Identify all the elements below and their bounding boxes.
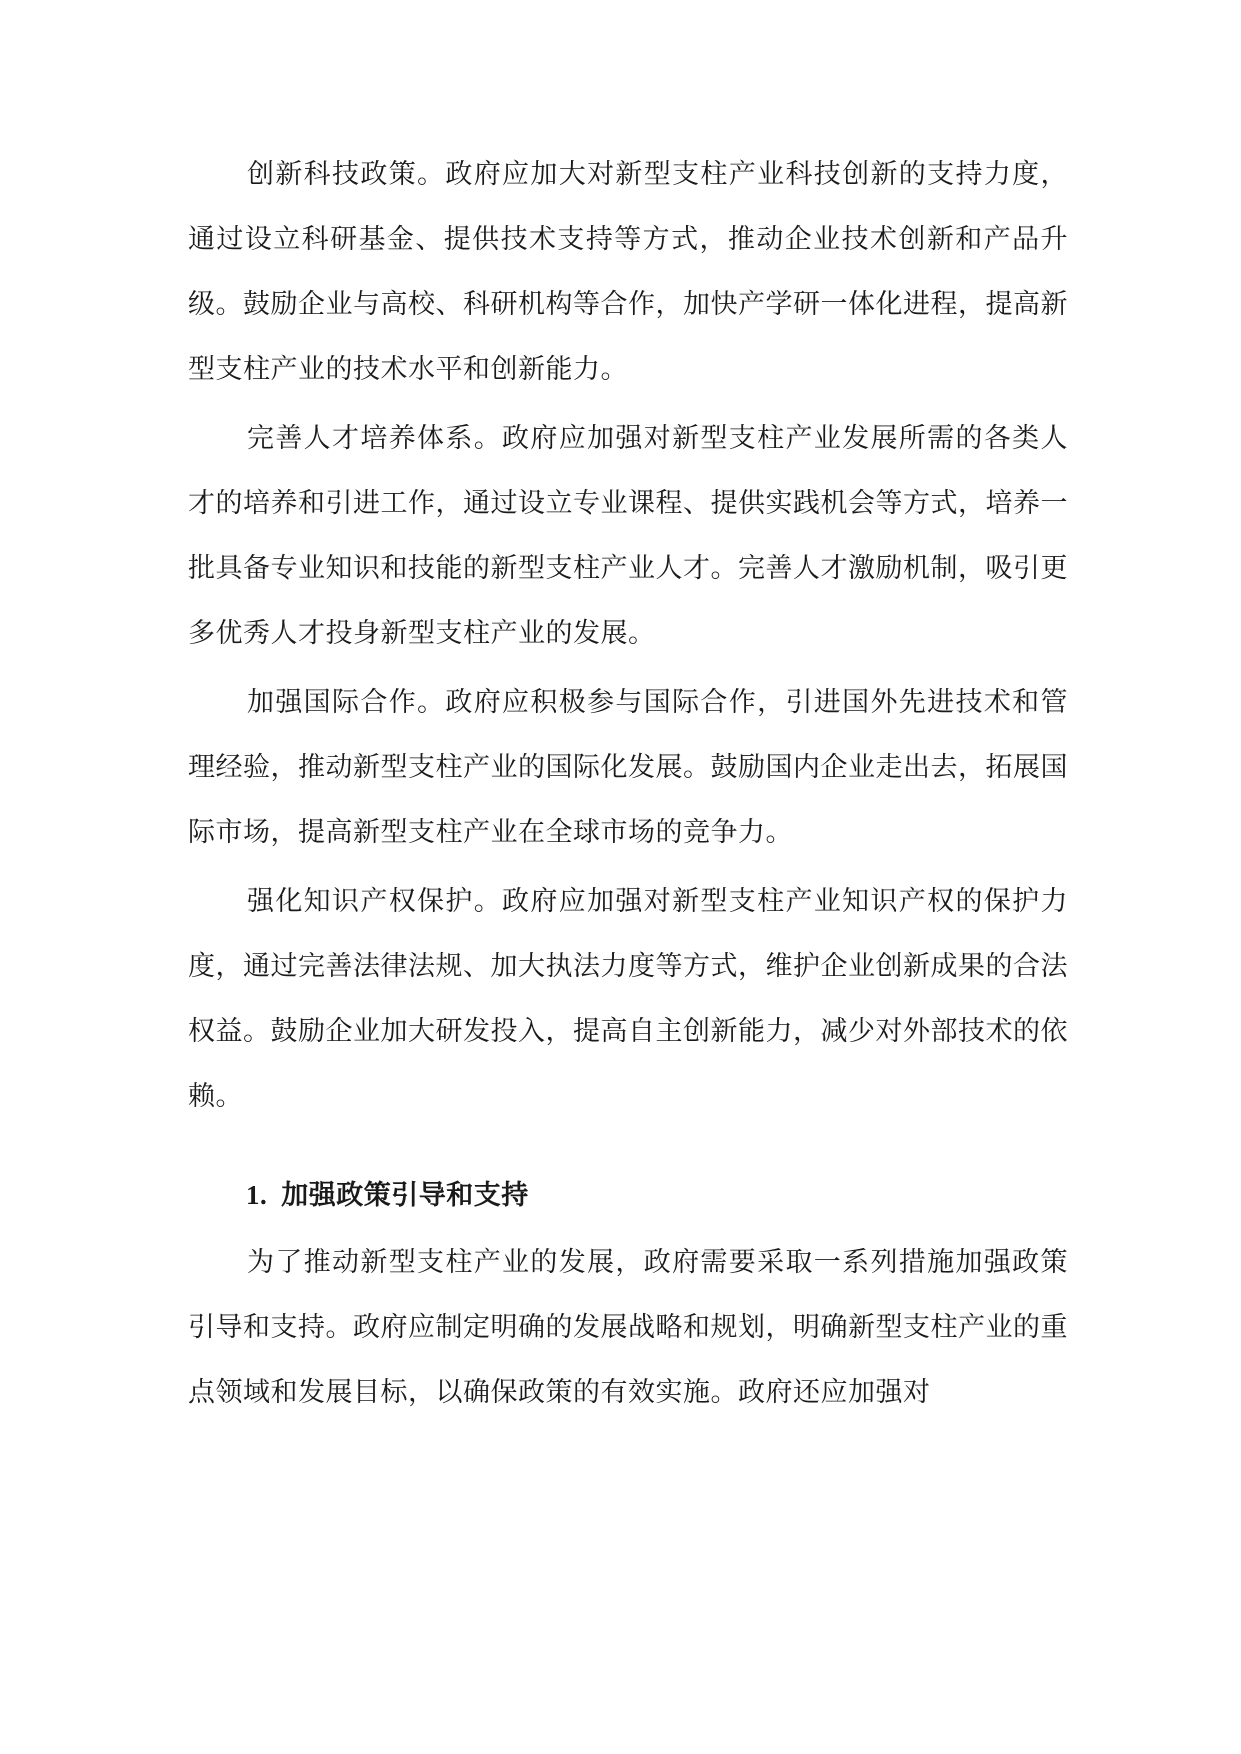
section-heading	[188, 1164, 1068, 1227]
paragraph-talent-training: 完善人才培养体系。政府应加强对新型支柱产业发展所需的各类人才的培养和引进工作，通过设立专业课程、提供实践机会等方式，培养一批具备专业知识和技能的新型支柱产业人才。完善人才激励机制，吸引更多优秀人才投身新型支柱产业的发展。	[188, 423, 1068, 649]
section-heading-number: 1.	[246, 1180, 268, 1210]
paragraph-ip-protection: 强化知识产权保护。政府应加强对新型支柱产业知识产权的保护力度，通过完善法律法规、加大执法力度等方式，维护企业创新成果的合法权益。鼓励企业加大研发投入，提高自主创新能力，减少对外部技术的依赖。	[188, 886, 1068, 1112]
section-heading-text: 加强政策引导和支持	[281, 1180, 529, 1211]
document-body	[188, 142, 1068, 1429]
paragraph-innovation-policy: 创新科技政策。政府应加大对新型支柱产业科技创新的支持力度，通过设立科研基金、提供技术支持等方式，推动企业技术创新和产品升级。鼓励企业与高校、科研机构等合作，加快产学研一体化进程，提高新型支柱产业的技术水平和创新能力。	[188, 159, 1068, 385]
paragraph-policy-guidance: 为了推动新型支柱产业的发展，政府需要采取一系列措施加强政策引导和支持。政府应制定明确的发展战略和规划，明确新型支柱产业的重点领域和发展目标，以确保政策的有效实施。政府还应加强对	[188, 1247, 1068, 1408]
paragraph-international-cooperation: 加强国际合作。政府应积极参与国际合作，引进国外先进技术和管理经验，推动新型支柱产业的国际化发展。鼓励国内企业走出去，拓展国际市场，提高新型支柱产业在全球市场的竞争力。	[188, 687, 1068, 848]
